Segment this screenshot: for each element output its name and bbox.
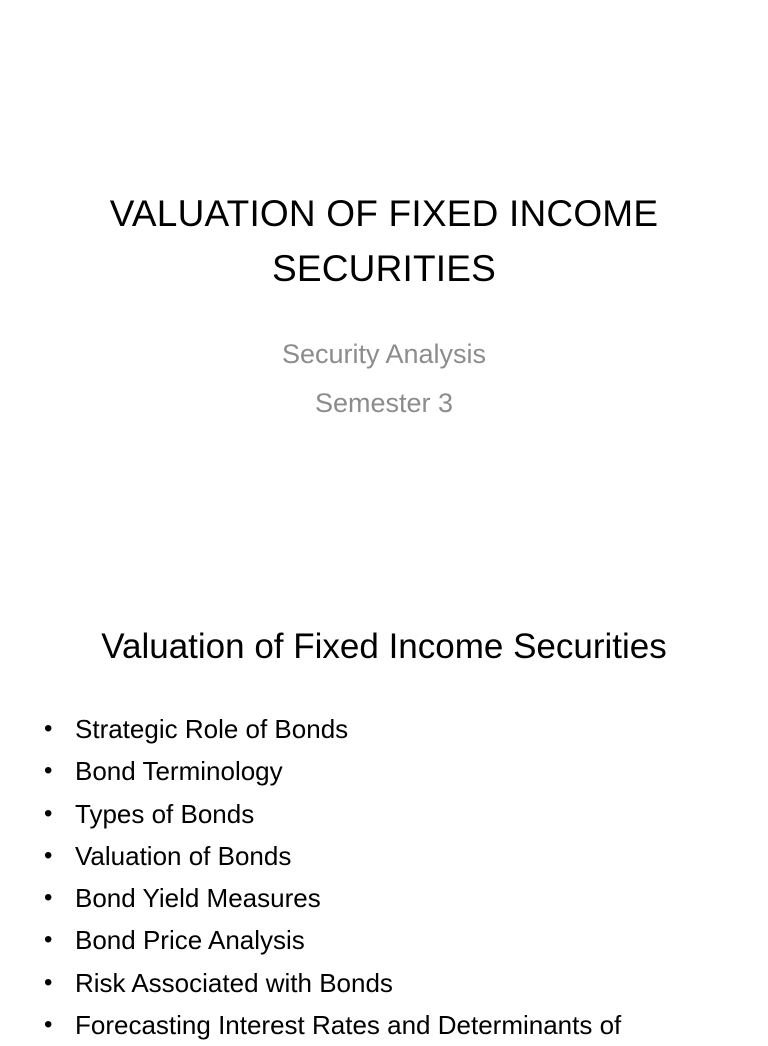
bullet-icon: • bbox=[44, 926, 53, 954]
bullet-list bbox=[44, 708, 744, 1046]
bullet-icon: • bbox=[44, 1011, 53, 1039]
list-item bbox=[44, 1004, 744, 1046]
list-item-text: Bond Yield Measures bbox=[75, 883, 321, 914]
slide-subtitle bbox=[40, 330, 728, 428]
list-item bbox=[44, 793, 744, 835]
subtitle-semester: Semester 3 bbox=[314, 388, 454, 418]
slide-title bbox=[40, 186, 728, 296]
bullet-icon: • bbox=[44, 841, 53, 869]
list-item bbox=[44, 750, 744, 792]
list-item-text: Risk Associated with Bonds bbox=[75, 967, 393, 998]
list-item-text: Bond Terminology bbox=[75, 756, 283, 787]
bullet-icon: • bbox=[44, 884, 53, 912]
list-item-text: Types of Bonds bbox=[75, 798, 255, 829]
list-item-text: Strategic Role of Bonds bbox=[75, 714, 349, 744]
slide-title-line-1: VALUATION OF FIXED INCOME bbox=[109, 193, 659, 234]
list-item bbox=[44, 708, 744, 750]
list-item bbox=[44, 877, 744, 919]
bullet-icon: • bbox=[44, 968, 53, 996]
list-item bbox=[44, 835, 744, 877]
list-item-text: Bond Price Analysis bbox=[75, 925, 305, 956]
slide-title-line-2: SECURITIES bbox=[271, 248, 497, 289]
list-item-text: Valuation of Bonds bbox=[75, 840, 292, 871]
content-slide-title: Valuation of Fixed Income Securities bbox=[101, 627, 667, 666]
bullet-icon: • bbox=[44, 715, 53, 742]
subtitle-course: Security Analysis bbox=[281, 339, 487, 369]
list-item bbox=[44, 962, 744, 1004]
bullet-icon: • bbox=[44, 799, 53, 827]
list-item bbox=[44, 919, 744, 961]
content-slide bbox=[0, 576, 768, 1041]
bullet-icon: • bbox=[44, 757, 53, 785]
list-item-text: Forecasting Interest Rates and Determinants of bbox=[75, 1010, 622, 1041]
